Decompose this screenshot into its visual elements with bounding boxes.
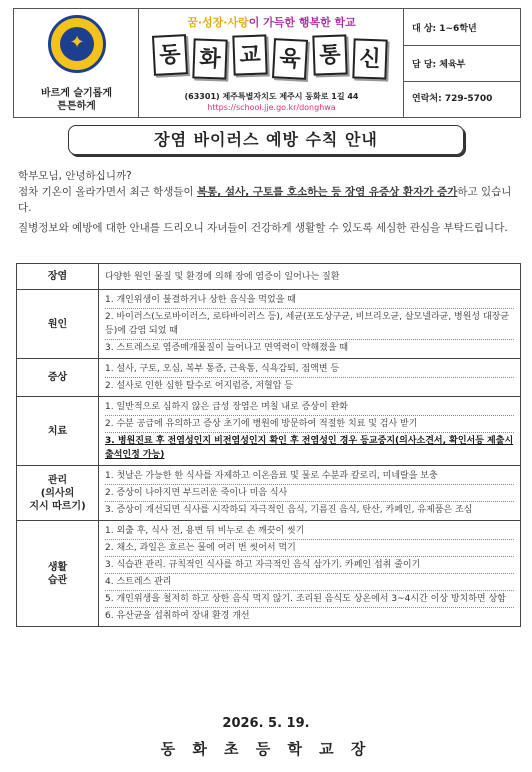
contact-number: 연락처: 729-5700: [412, 94, 493, 104]
list-item: 2. 바이러스(노로바이러스, 로타바이러스 등), 세균(포도상구균, 비브리오균, 살모넬라균, 병원성 대장균 등)에 감염 되었 때: [105, 309, 514, 340]
list-item: 5. 개인위생을 철저히 하고 상한 음식 먹지 않기. 조리된 음식도 상온에서 3~4시간 이상 방치하면 상함: [105, 591, 514, 608]
masthead-char: 교: [232, 34, 267, 75]
row-header-management: 관리 (의사의 지시 따르기): [17, 466, 99, 521]
logo-area: [14, 9, 139, 117]
row-content: [99, 264, 521, 290]
greeting: 학부모님, 안녕하십니까?: [18, 170, 132, 182]
school-url[interactable]: https://school.jje.go.kr/donghwa: [207, 103, 336, 112]
logo-emblem-icon: ✦: [60, 27, 94, 61]
row-header-cause: 원인: [17, 290, 99, 359]
list-item: 2. 수분 공급에 유의하고 증상 초기에 병원에 방문하여 적절한 치료 및 검사 받기: [105, 416, 514, 433]
table-row: [17, 397, 521, 466]
issue-date: 2026. 5. 19.: [222, 716, 310, 731]
school-principal-signature: 동 화 초 등 학 교 장: [160, 740, 372, 758]
list-item: 2. 채소, 과일은 흐르는 물에 여러 번 씻어서 먹기: [105, 540, 514, 557]
table-row: [17, 466, 521, 521]
masthead-char: 통: [312, 34, 347, 75]
table-row: [17, 521, 521, 627]
divider: [404, 45, 520, 46]
table-row: [17, 359, 521, 397]
list-item: 3. 스트레스로 염증매개물질이 늘어나고 면역력이 약해졌을 때: [105, 343, 349, 353]
list-item: 3. 증상이 개선되면 식사를 시작하되 자극적인 음식, 기름진 음식, 탄산, 카페인, 유제품은 조심: [105, 505, 473, 515]
school-logo: [48, 15, 106, 73]
masthead-char: 신: [352, 38, 387, 79]
list-item: 1. 첫날은 가능한 한 식사를 자제하고 이온음료 및 물로 수분과 칼로리, 미네랄을 보충: [105, 468, 514, 485]
table-row: [17, 264, 521, 290]
list-item: 3. 식습관 관리. 규칙적인 식사를 하고 자극적인 음식 삼가기. 카페인 섭취 줄이기: [105, 557, 514, 574]
list-item: 2. 증상이 나아지면 부드러운 죽이나 미음 식사: [105, 485, 514, 502]
masthead-title: [153, 35, 393, 85]
newsletter-header: [13, 8, 521, 118]
newsletter-masthead: [139, 9, 404, 117]
list-item: 1. 설사, 구토, 오심, 복부 통증, 근육통, 식욕감퇴, 점액변 등: [105, 361, 514, 378]
intro-paragraph: 점차 기온이 올라가면서 최근 학생들이 복통, 설사, 구토를 호소하는 등 장염 유증상 환자가 증가하고 있습니다.: [18, 186, 512, 214]
newsletter-info: [404, 9, 520, 117]
target-grade: 대 상: 1~6학년: [412, 24, 477, 34]
page-title: 장염 바이러스 예방 수칙 안내: [68, 125, 464, 155]
row-content: [99, 521, 521, 627]
masthead-char: 동: [152, 34, 188, 76]
list-item: 1. 일반적으로 심하지 않은 급성 장염은 며칠 내로 증상이 완화: [105, 399, 514, 416]
notice-paragraph: 질병정보와 예방에 대한 안내를 드리오니 자녀들이 건강하게 생활할 수 있도록 세심한 관심을 부탁드립니다.: [18, 222, 508, 234]
list-item: 2. 설사로 인한 심한 탈수로 어지럼증, 저혈압 등: [105, 381, 293, 391]
list-item: 1. 개인위생이 불결하거나 상한 음식을 먹었을 때: [105, 292, 514, 309]
list-item: 1. 외출 후, 식사 전, 용변 뒤 비누로 손 깨끗이 씻기: [105, 523, 514, 540]
row-content: [99, 290, 521, 359]
masthead-char: 화: [192, 38, 227, 79]
row-header-habits: 생활 습관: [17, 521, 99, 627]
masthead-char: 육: [272, 38, 308, 80]
department: 담 당: 체육부: [412, 60, 466, 70]
table-row: [17, 290, 521, 359]
school-slogan: 꿈·성장·사랑이 가득한 행복한 학교: [187, 16, 356, 29]
list-item: 4. 스트레스 관리: [105, 574, 514, 591]
list-item: 다양한 원인 물질 및 환경에 의해 장에 염증이 일어나는 질환: [105, 271, 340, 282]
row-content: [99, 359, 521, 397]
row-content: [99, 466, 521, 521]
row-header-enteritis: 장염: [17, 264, 99, 290]
school-address: (63301) 제주특별자치도 제주시 동화로 1길 44: [184, 92, 359, 101]
list-item: 6. 유산균을 섭취하여 장내 환경 개선: [105, 611, 250, 621]
school-motto: 바르게 슬기롭게 튼튼하게: [40, 88, 113, 112]
row-content: [99, 397, 521, 466]
row-header-treatment: 치료: [17, 397, 99, 466]
enteritis-info-table: [16, 263, 521, 627]
row-header-symptom: 증상: [17, 359, 99, 397]
divider: [404, 81, 520, 82]
list-item: 3. 병원진료 후 전염성인지 비전염성인지 확인 후 전염성인 경우 등교중지(의사소견서, 확인서등 제출시 출석인정 가능): [105, 436, 514, 460]
